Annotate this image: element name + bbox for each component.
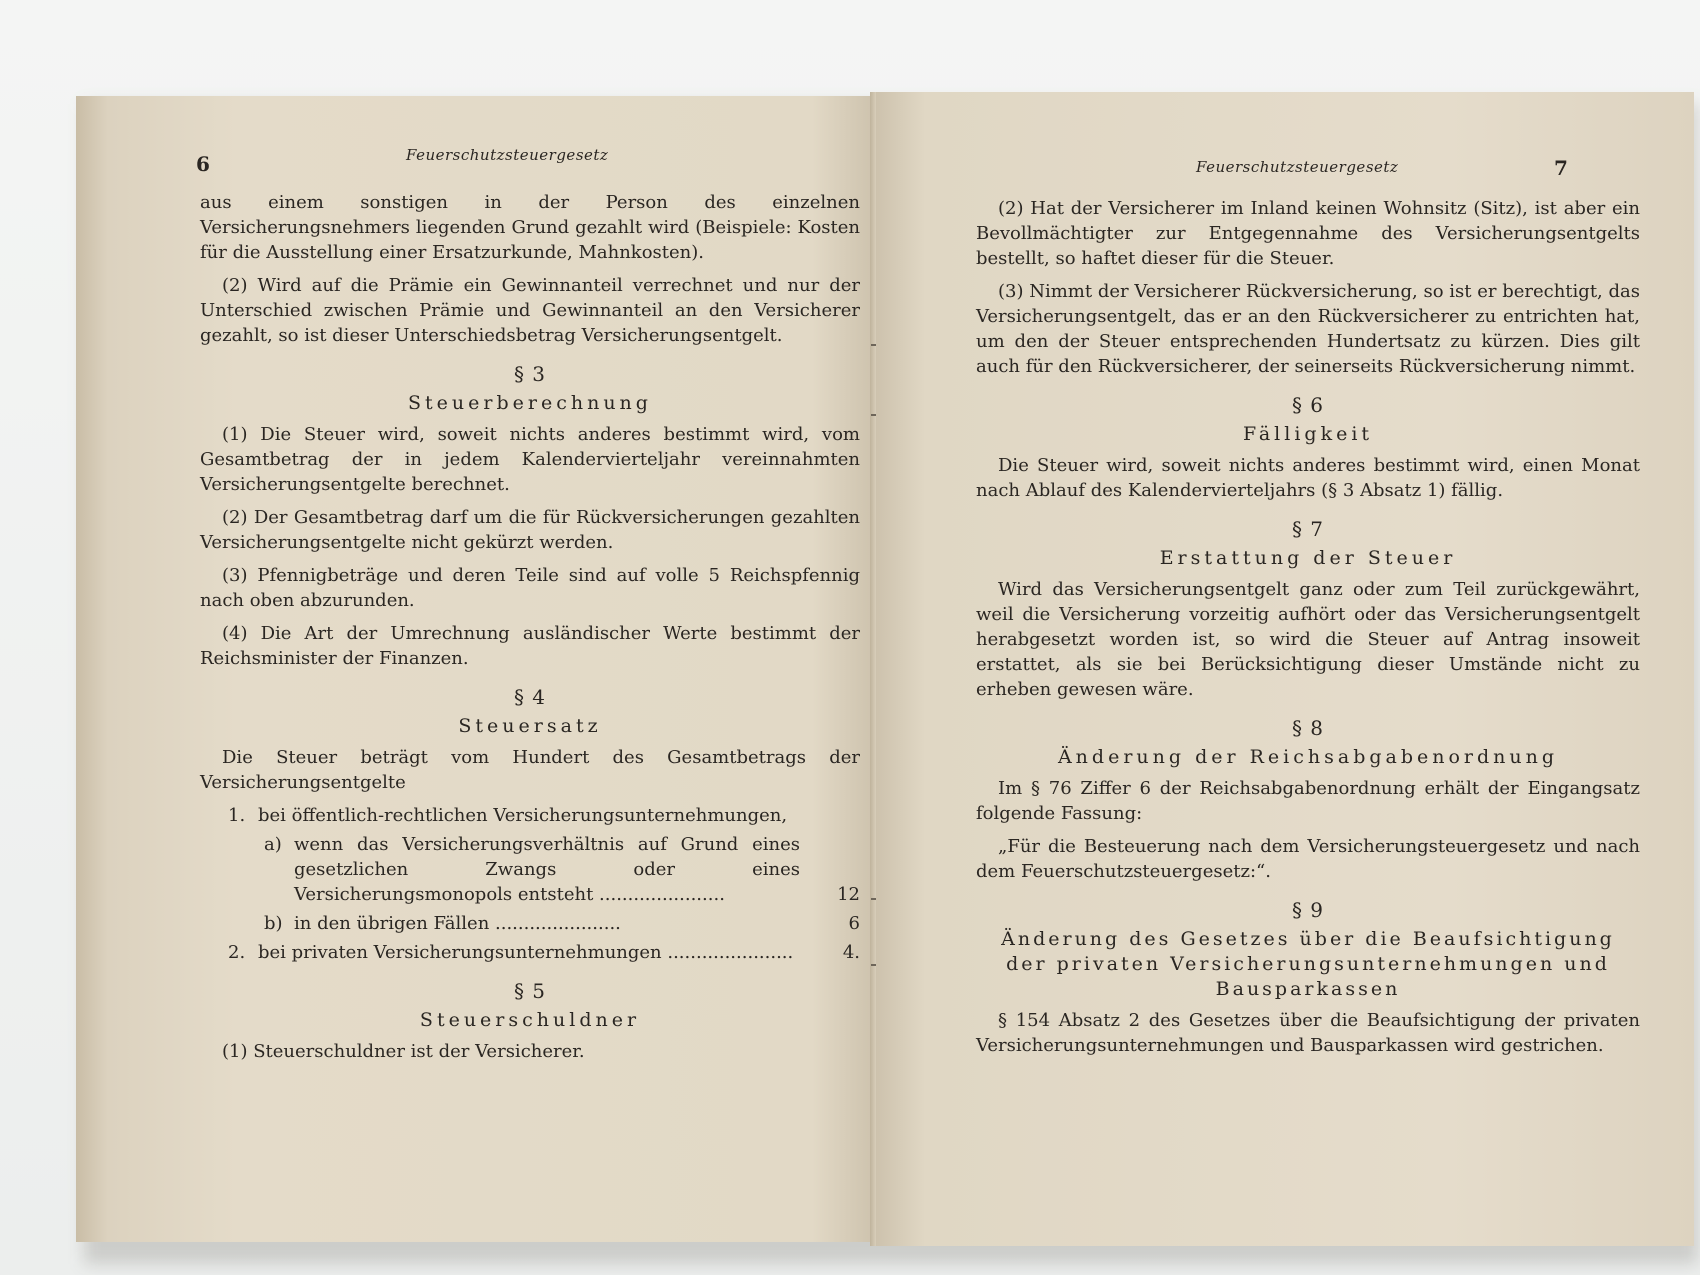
paragraph: Die Steuer beträgt vom Hundert des Gesamtbetrags der Versicherungsentgelte	[200, 747, 860, 793]
section-title: Steuersatz	[458, 715, 602, 737]
section-title: Änderung des Gesetzes über die Beaufsichtigung der privaten Versicherungsunternehmungen und Bausparkassen	[1001, 928, 1615, 1000]
section-title: Änderung der Reichsabgabenordnung	[1057, 746, 1559, 768]
section-title: Erstattung der Steuer	[1159, 547, 1457, 569]
list-item-text: wenn das Versicherungsverhältnis auf Grund eines gesetzlichen Zwangs oder eines Versicherungsmonopols entsteht ......................	[294, 834, 800, 905]
section-number: § 7	[1291, 517, 1325, 541]
paragraph: § 154 Absatz 2 des Gesetzes über die Beaufsichtigung der privaten Versicherungsunternehmungen und Bausparkassen wird gestrichen.	[976, 1010, 1640, 1056]
list-item-text: bei öffentlich-rechtlichen Versicherungsunternehmungen,	[258, 805, 788, 826]
list-item-label: 2.	[228, 942, 246, 963]
paragraph: (1) Steuerschuldner ist der Versicherer.	[222, 1041, 585, 1062]
section-number: § 6	[1291, 393, 1325, 417]
section-title: Fälligkeit	[1242, 423, 1374, 445]
paragraph: (2) Wird auf die Prämie ein Gewinnanteil verrechnet und nur der Unterschied zwischen Prämie und Gewinnanteil an den Versicherer gezahlt, so ist dieser Unterschiedsbetrag Versicherungsentgelt.	[200, 275, 860, 346]
list-item	[200, 832, 860, 907]
rate-value: 6	[848, 913, 860, 934]
paragraph: (4) Die Art der Umrechnung ausländischer Werte bestimmt der Reichsminister der Finanzen.	[200, 623, 860, 669]
page-number: 6	[196, 152, 210, 176]
rate-value: 12	[837, 884, 860, 905]
paragraph: (2) Hat der Versicherer im Inland keinen Wohnsitz (Sitz), ist aber ein Bevollmächtigter zur Entgegennahme des Versicherungsentgelts bestellt, so haftet dieser für die Steuer.	[976, 198, 1640, 269]
rate-value: 4.	[842, 942, 860, 963]
left-page	[76, 96, 876, 1242]
paragraph: (3) Nimmt der Versicherer Rückversicherung, so ist er berechtigt, das Versicherungsentgelt, das er an den Rückversicherer zu entrichten hat, um den der Steuer entsprechenden Hundertsatz zu kürzen. Dies gilt auch für den Rückversicherer, der seinerseits Rückversicherung nimmt.	[976, 281, 1640, 377]
right-page	[876, 92, 1694, 1246]
list-item-label: a)	[264, 834, 282, 855]
right-page-text	[976, 196, 1640, 1066]
list-item	[200, 911, 860, 936]
paragraph: Die Steuer wird, soweit nichts anderes bestimmt wird, einen Monat nach Ablauf des Kalendervierteljahrs (§ 3 Absatz 1) fällig.	[976, 455, 1640, 501]
list-item-text: in den übrigen Fällen ......................	[294, 913, 621, 934]
running-header: Feuerschutzsteuergesetz	[406, 146, 609, 164]
section-number: § 5	[513, 979, 547, 1003]
section-title: Steuerberechnung	[408, 392, 652, 414]
paragraph: (1) Die Steuer wird, soweit nichts anderes bestimmt wird, vom Gesamtbetrag der in jedem Kalendervierteljahr vereinnahmten Versicherungsentgelte berechnet.	[200, 424, 860, 495]
quoted-text: „Für die Besteuerung nach dem Versicherungsteuergesetz und nach dem Feuerschutzsteuergesetz:“.	[976, 836, 1640, 882]
list-item	[200, 940, 860, 965]
section-number: § 4	[513, 685, 547, 709]
running-header: Feuerschutzsteuergesetz	[1196, 158, 1399, 176]
list-item	[200, 803, 860, 828]
paragraph: Wird das Versicherungsentgelt ganz oder zum Teil zurückgewährt, weil die Versicherung vorzeitig aufhört oder das Versicherungsentgelt herabgesetzt worden ist, so wird die Steuer auf Antrag insoweit erstattet, als sie bei Berücksichtigung dieser Umstände nicht zu erheben gewesen wäre.	[976, 579, 1640, 700]
section-title: Steuerschuldner	[419, 1009, 641, 1031]
continuation-paragraph: aus einem sonstigen in der Person des einzelnen Versicherungsnehmers liegenden Grund gezahlt wird (Beispiele: Kosten für die Ausstellung einer Ersatzurkunde, Mahnkosten).	[200, 192, 860, 263]
list-item-label: b)	[264, 913, 283, 934]
paragraph: (2) Der Gesamtbetrag darf um die für Rückversicherungen gezahlten Versicherungsentgelte nicht gekürzt werden.	[200, 507, 860, 553]
paragraph: Im § 76 Ziffer 6 der Reichsabgabenordnung erhält der Eingangsatz folgende Fassung:	[976, 778, 1640, 824]
section-number: § 8	[1291, 716, 1325, 740]
list-item-text: bei privaten Versicherungsunternehmungen ......................	[258, 942, 794, 963]
list-item-label: 1.	[228, 805, 246, 826]
left-page-text	[200, 190, 860, 1072]
paragraph: (3) Pfennigbeträge und deren Teile sind auf volle 5 Reichspfennig nach oben abzurunden.	[200, 565, 860, 611]
page-number: 7	[1554, 156, 1568, 180]
section-number: § 3	[513, 362, 547, 386]
section-number: § 9	[1291, 898, 1325, 922]
